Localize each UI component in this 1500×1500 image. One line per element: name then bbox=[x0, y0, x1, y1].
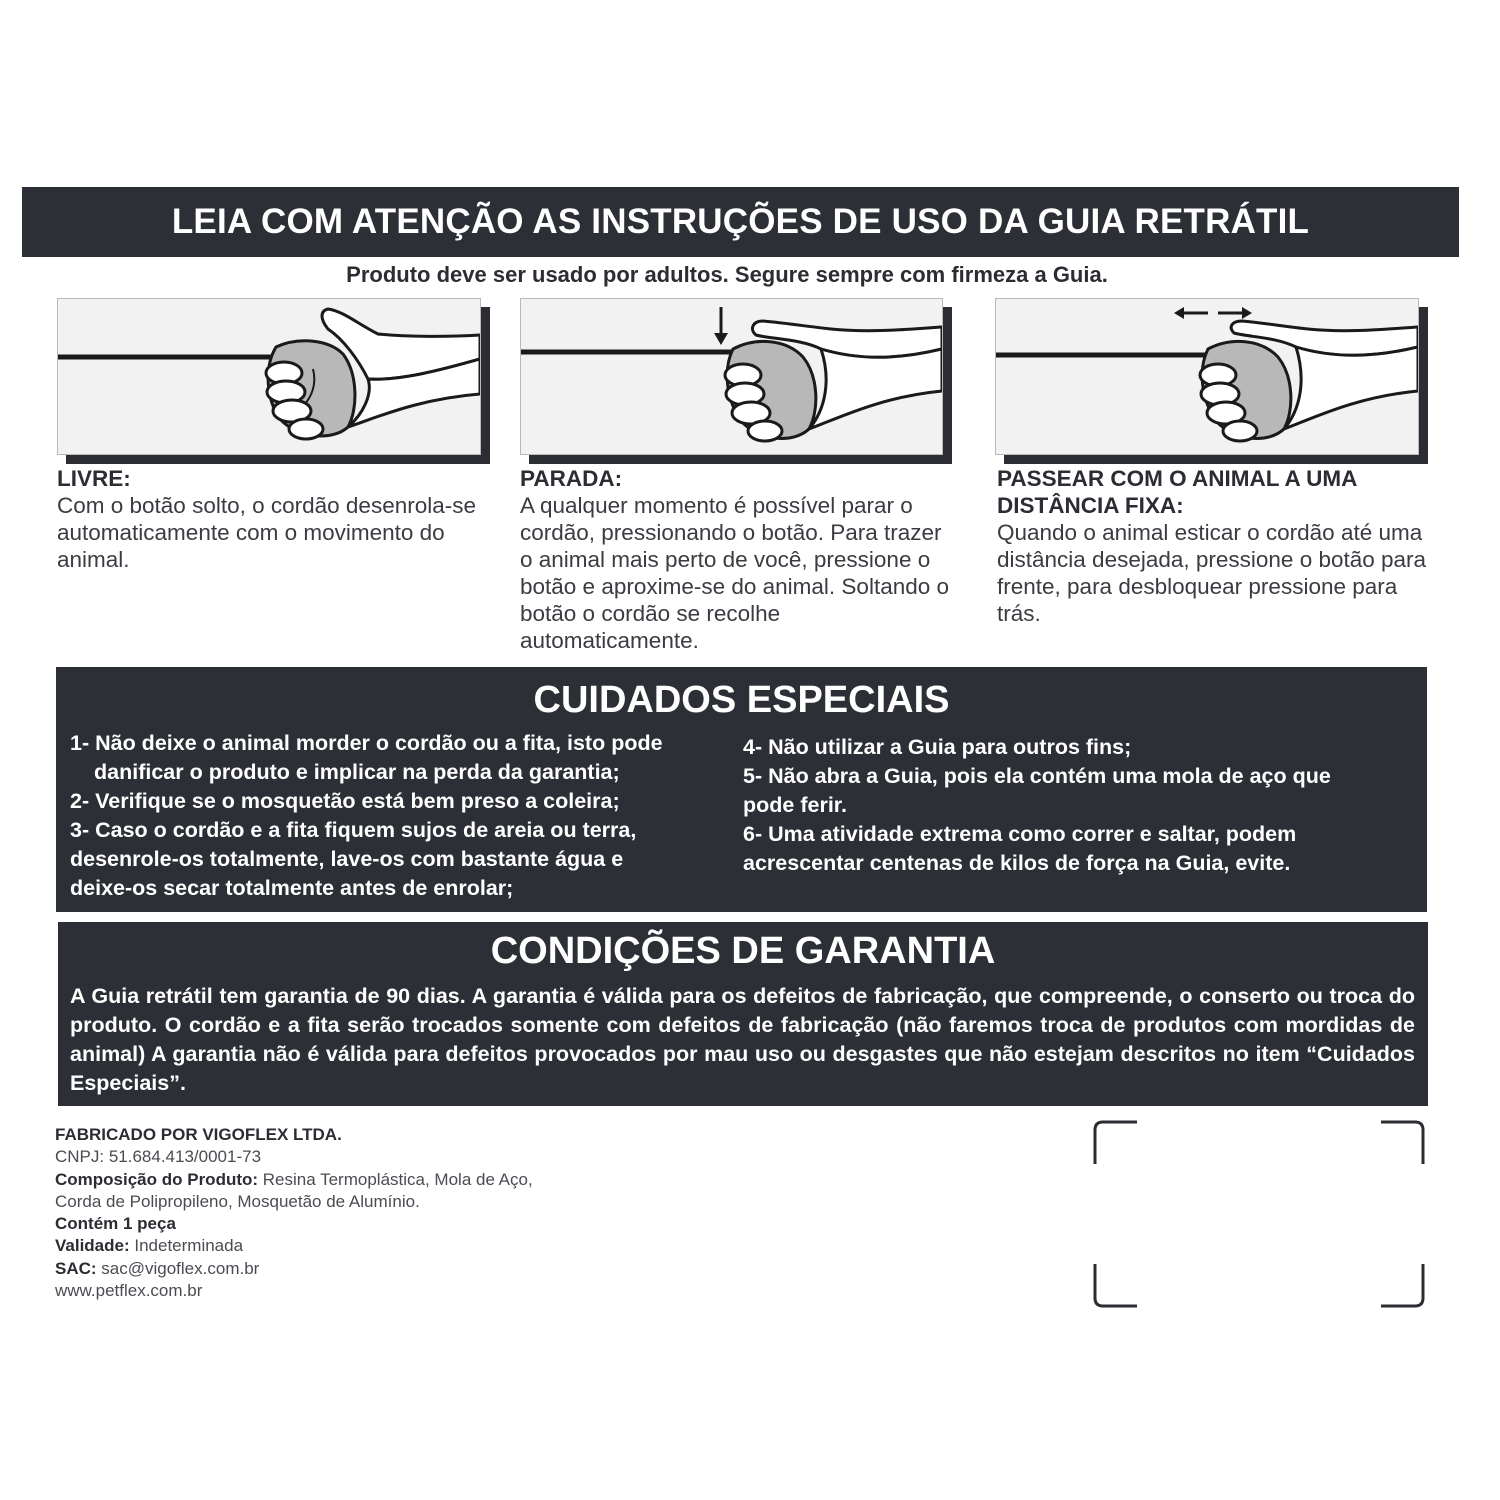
warranty-text: A Guia retrátil tem garantia de 90 dias. A garantia é válida para os defeitos de fabricação, que compreende, o conserto ou troca do produto. O cordão e a fita serão trocados somente com defeitos de fabricação (não faremos troca de produtos com mordidas de animal) A garantia não é válida para defeitos provocados por mau uso ou desgastes que não estejam descritos no item “Cuidados Especiais”. bbox=[70, 984, 1415, 1095]
corner-marks-icon bbox=[1093, 1120, 1425, 1308]
list-item: pode ferir. bbox=[743, 793, 847, 817]
validity bbox=[55, 1235, 533, 1257]
special-care-box bbox=[56, 667, 1427, 912]
illustration-free bbox=[57, 298, 481, 455]
title-banner bbox=[22, 187, 1459, 257]
illustration-stop bbox=[520, 298, 943, 455]
step-description: A qualquer momento é possível parar o cordão, pressionando o botão. Para trazer o animal mais perto de você, pressione o botão e aproxime-se do animal. Soltando o botão o cordão se recolhe automaticamente. bbox=[520, 493, 950, 653]
list-item: danificar o produto e implicar na perda da garantia; bbox=[94, 760, 620, 784]
illustration-fixed-distance bbox=[995, 298, 1419, 455]
manufacturer-name: FABRICADO POR VIGOFLEX LTDA. bbox=[55, 1125, 342, 1144]
list-item: 6- Uma atividade extrema como correr e saltar, podem bbox=[743, 822, 1297, 846]
hand-holding-leash-icon bbox=[58, 299, 480, 454]
validity-label: Validade: bbox=[55, 1236, 130, 1256]
page-subtitle: Produto deve ser usado por adultos. Segure sempre com firmeza a Guia. bbox=[346, 262, 1108, 287]
composition bbox=[55, 1169, 533, 1191]
step-stop bbox=[520, 465, 960, 654]
list-item: 1- Não deixe o animal morder o cordão ou a fita, isto pode bbox=[70, 731, 663, 755]
care-list-left bbox=[70, 729, 720, 903]
contents: Contém 1 peça bbox=[55, 1214, 176, 1234]
step-free bbox=[57, 465, 482, 573]
hand-sliding-button-icon bbox=[996, 299, 1418, 454]
manufacturer-info bbox=[55, 1124, 533, 1302]
list-item: desenrole-os totalmente, lave-os com bastante água e bbox=[70, 847, 624, 871]
step-heading: LIVRE: bbox=[57, 466, 131, 491]
hand-pressing-button-icon bbox=[521, 299, 942, 454]
warranty-title: CONDIÇÕES DE GARANTIA bbox=[490, 930, 996, 972]
composition-label: Composição do Produto: bbox=[55, 1169, 259, 1189]
list-item: deixe-os secar totalmente antes de enrolar; bbox=[70, 876, 514, 900]
cnpj: CNPJ: 51.684.413/0001-73 bbox=[55, 1147, 262, 1167]
crop-marks-frame bbox=[1093, 1120, 1425, 1308]
list-item: 3- Caso o cordão e a fita fiquem sujos de areia ou terra, bbox=[70, 818, 637, 842]
special-care-title: CUIDADOS ESPECIAIS bbox=[533, 679, 950, 721]
validity-value: Indeterminada bbox=[129, 1236, 244, 1256]
step-description: Com o botão solto, o cordão desenrola-se automaticamente com o movimento do animal. bbox=[57, 493, 476, 572]
warranty-box bbox=[58, 922, 1428, 1106]
step-heading: PARADA: bbox=[520, 466, 623, 491]
composition-value: Resina Termoplástica, Mola de Aço, bbox=[258, 1169, 533, 1189]
sac-email: sac@vigoflex.com.br bbox=[96, 1258, 260, 1278]
list-item: 5- Não abra a Guia, pois ela contém uma mola de aço que bbox=[743, 764, 1331, 788]
care-list-right bbox=[743, 733, 1423, 878]
composition-continued: Corda de Polipropileno, Mosquetão de Alumínio. bbox=[55, 1191, 420, 1211]
page-title: LEIA COM ATENÇÃO AS INSTRUÇÕES DE USO DA GUIA RETRÁTIL bbox=[171, 202, 1310, 241]
sac-label: SAC: bbox=[55, 1258, 97, 1278]
step-description: Quando o animal esticar o cordão até uma distância desejada, pressione o botão para frente, para desbloquear pressione para trás. bbox=[997, 520, 1427, 626]
list-item: 4- Não utilizar a Guia para outros fins; bbox=[743, 735, 1132, 759]
list-item: acrescentar centenas de kilos de força na Guia, evite. bbox=[743, 851, 1291, 875]
sac bbox=[55, 1258, 533, 1280]
step-heading: PASSEAR COM O ANIMAL A UMA DISTÂNCIA FIXA: bbox=[997, 466, 1357, 518]
step-fixed-distance bbox=[997, 465, 1427, 627]
website: www.petflex.com.br bbox=[55, 1281, 203, 1301]
list-item: 2- Verifique se o mosquetão está bem preso a coleira; bbox=[70, 789, 620, 813]
